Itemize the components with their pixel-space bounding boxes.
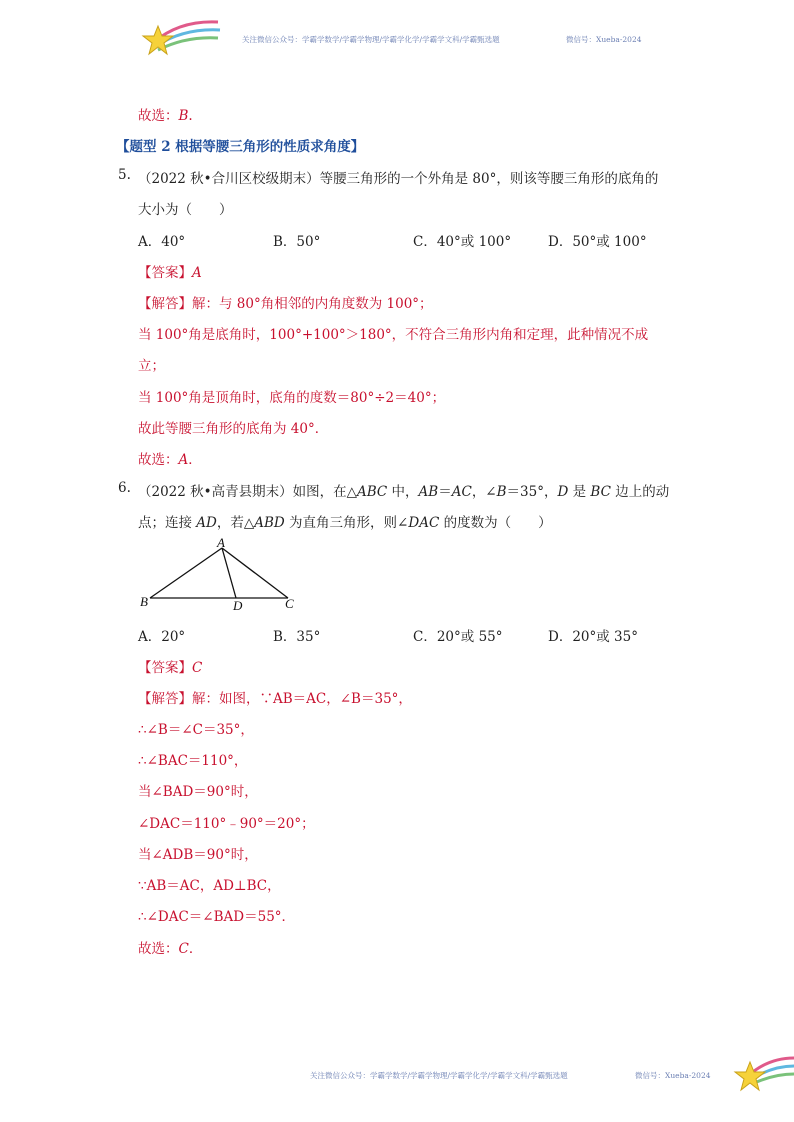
header-wechat-text: 微信号：Xueba-2024 xyxy=(566,35,642,44)
q5-solution-line3: 立； xyxy=(138,358,165,374)
q5-option-d: D．50°或 100° xyxy=(548,234,647,250)
vertex-label-c: C xyxy=(285,596,294,611)
q6-solution-line7: ∵AB＝AC，AD⊥BC， xyxy=(138,878,281,894)
segment-ac xyxy=(222,548,288,598)
q6-stem-line2: 点；连接 AD，若△ABD 为直角三角形，则∠DAC 的度数为（ ） xyxy=(138,515,552,531)
q5-solution-line1: 【解答】解：与 80°角相邻的内角度数为 100°； xyxy=(138,296,433,312)
q6-answer: 【答案】C xyxy=(138,660,203,676)
vertex-label-d: D xyxy=(233,598,243,613)
q5-solution-line4: 当 100°角是顶角时，底角的度数＝80°÷2＝40°； xyxy=(138,390,446,406)
q5-stem-line2: 大小为（ ） xyxy=(138,202,233,218)
q6-solution-line8: ∴∠DAC＝∠BAD＝55°． xyxy=(138,909,296,925)
q6-option-d: D．20°或 35° xyxy=(548,629,638,645)
q6-option-b: B．35° xyxy=(273,629,321,645)
q5-solution-line2: 当 100°角是底角时，100°+100°＞180°，不符合三角形内角和定理，此种情况不成 xyxy=(138,327,649,343)
segment-ad xyxy=(222,548,236,598)
q5-answer: 【答案】A xyxy=(138,265,202,281)
q6-solution-line4: 当∠BAD＝90°时， xyxy=(138,784,258,800)
footer-star-logo-icon xyxy=(732,1052,794,1096)
q6-stem-line1: （2022 秋•高青县期末）如图，在△ABC 中，AB＝AC，∠B＝35°，D 是 BC 边上的动 xyxy=(138,484,670,500)
triangle-figure xyxy=(138,536,308,616)
footer-follow-text: 关注微信公众号：学霸学数学/学霸学物理/学霸学化学/学霸学文科/学霸甄选题 xyxy=(310,1071,568,1080)
q6-option-c: C．20°或 55° xyxy=(413,629,503,645)
q5-number: 5. xyxy=(118,167,131,183)
star-logo-icon xyxy=(140,16,222,60)
q6-solution-line6: 当∠ADB＝90°时， xyxy=(138,847,258,863)
q5-option-a: A．40° xyxy=(138,234,186,250)
header-follow-text: 关注微信公众号：学霸学数学/学霸学物理/学霸学化学/学霸学文科/学霸甄选题 xyxy=(242,35,500,44)
q5-option-c: C．40°或 100° xyxy=(413,234,512,250)
q5-option-b: B．50° xyxy=(273,234,321,250)
q6-choice: 故选：C． xyxy=(138,941,203,957)
q6-option-a: A．20° xyxy=(138,629,186,645)
q5-stem-line1: （2022 秋•合川区校级期末）等腰三角形的一个外角是 80°，则该等腰三角形的底角的 xyxy=(138,171,659,187)
q6-solution-line3: ∴∠BAC＝110°， xyxy=(138,753,248,769)
q6-solution-line5: ∠DAC＝110°﹣90°＝20°； xyxy=(138,816,315,832)
vertex-label-b: B xyxy=(140,594,148,609)
q5-solution-line5: 故此等腰三角形的底角为 40°． xyxy=(138,421,329,437)
prev-choice: 故选：B. xyxy=(138,108,193,124)
q6-solution-line2: ∴∠B＝∠C＝35°， xyxy=(138,722,254,738)
footer-wechat-text: 微信号：Xueba-2024 xyxy=(635,1071,711,1080)
segment-ab xyxy=(150,548,222,598)
q5-choice: 故选：A． xyxy=(138,452,202,468)
vertex-label-a: A xyxy=(217,536,225,550)
section-title: 【题型 2 根据等腰三角形的性质求角度】 xyxy=(116,139,365,155)
q6-number: 6. xyxy=(118,480,131,496)
q6-solution-line1: 【解答】解：如图，∵AB＝AC，∠B＝35°， xyxy=(138,691,412,707)
